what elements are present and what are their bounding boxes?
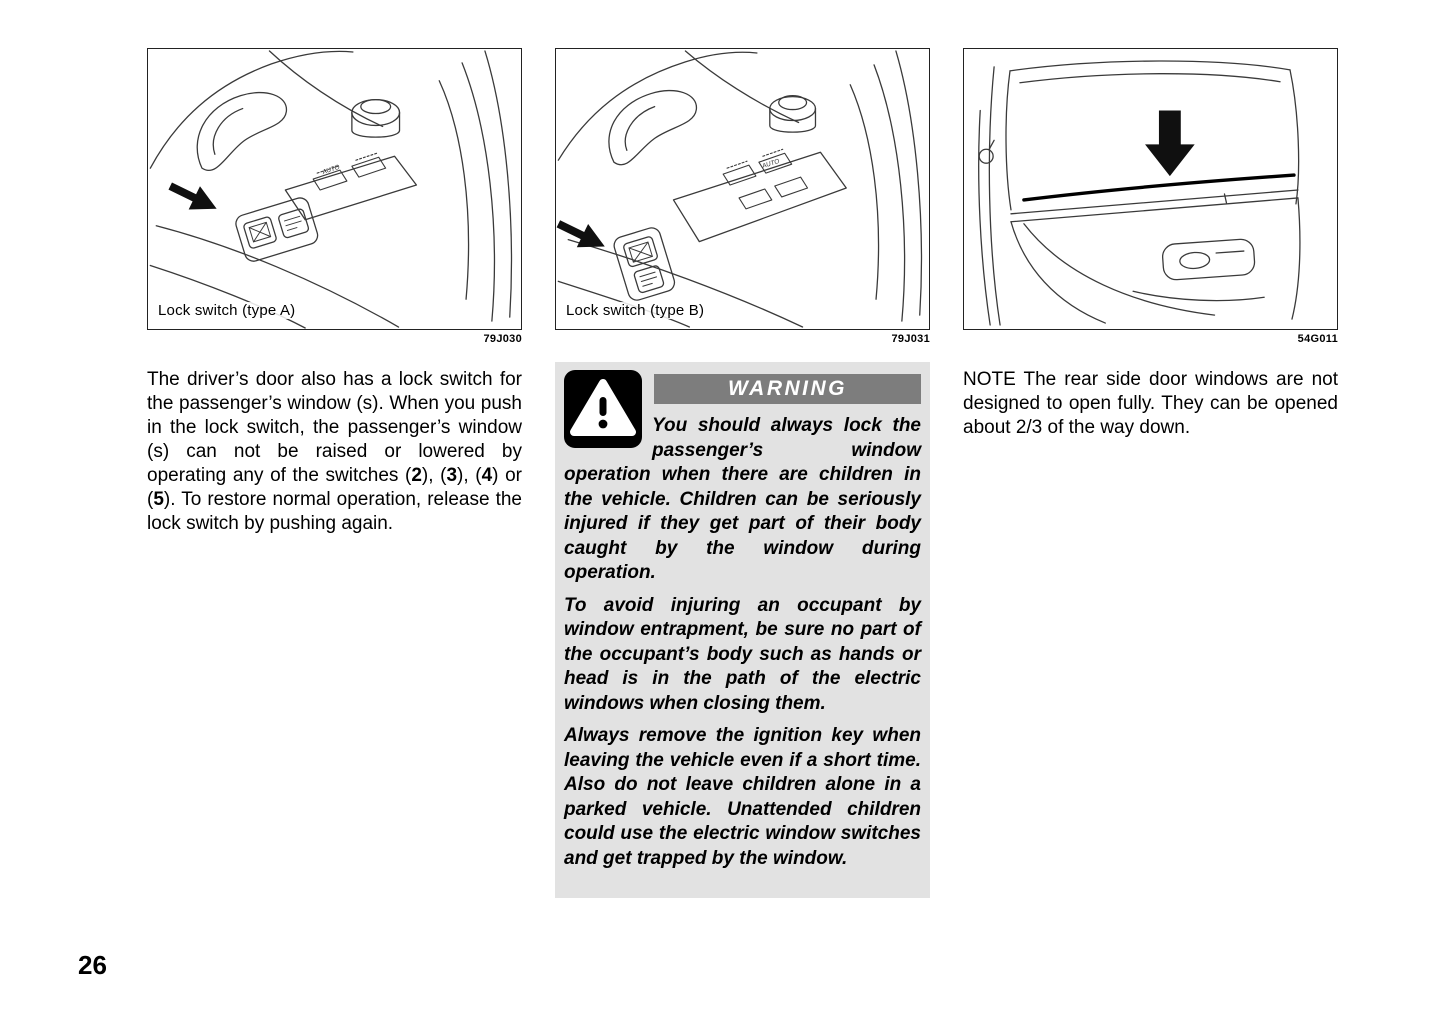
lock-switch-arrow-icon	[556, 212, 610, 258]
figure-rear-door-window	[963, 48, 1338, 345]
window-lower-arrow-icon	[1145, 111, 1195, 177]
warning-paragraph: You should always lock the passenger’s window operation when there are children in the vehicle. Children can be seriously injured if they get part of their body caught by the window during operation.	[564, 415, 921, 583]
figure-code: 79J031	[891, 333, 930, 345]
door-panel-type-b-illustration	[556, 49, 929, 329]
rear-window-note: NOTE The rear side door windows are not designed to open fully. They can be opened about 2/3 of the way down.	[963, 369, 1338, 438]
figure-box	[147, 48, 522, 330]
figure-caption: Lock switch (type B)	[566, 302, 708, 319]
warning-paragraph: To avoid injuring an occupant by window entrapment, be sure no part of the occupant’s body such as hands or head is in the path of the electric windows when closing them.	[564, 594, 921, 714]
figure-code: 79J030	[483, 333, 522, 345]
warning-triangle-icon	[564, 370, 642, 448]
page-number: 26	[78, 950, 107, 980]
warning-title: WARNING	[654, 374, 921, 404]
auto-switch-label: AUTO	[321, 163, 341, 177]
lock-switch-description: The driver’s door also has a lock switch for the passenger’s window (s). When you push in the lock switch, the passenger’s window (s) can not be raised or lowered by operating any of the switches (2), (3), (4) or (5). To restore normal operation, release the lock switch by pushing again.	[147, 369, 522, 534]
window-glass-edge-line	[1024, 175, 1294, 200]
figure-lock-switch-type-b	[555, 48, 930, 345]
warning-box	[555, 362, 930, 898]
warning-paragraph: Always remove the ignition key when leaving the vehicle even if a short time. Also do not leave children alone in a parked vehicle. Unattended children could use the electric window switches and get trapped by the window.	[564, 725, 921, 869]
auto-switch-label: AUTO	[761, 157, 781, 171]
figure-box	[555, 48, 930, 330]
lock-switch-arrow-icon	[165, 175, 223, 221]
figure-lock-switch-type-a	[147, 48, 522, 345]
figure-box	[963, 48, 1338, 330]
rear-door-window-illustration	[964, 49, 1337, 329]
figure-caption: Lock switch (type A)	[158, 302, 299, 319]
door-panel-type-a-illustration	[148, 49, 521, 329]
content-row	[147, 362, 1338, 922]
figures-row	[147, 48, 1338, 345]
figure-code: 54G011	[1297, 333, 1338, 345]
